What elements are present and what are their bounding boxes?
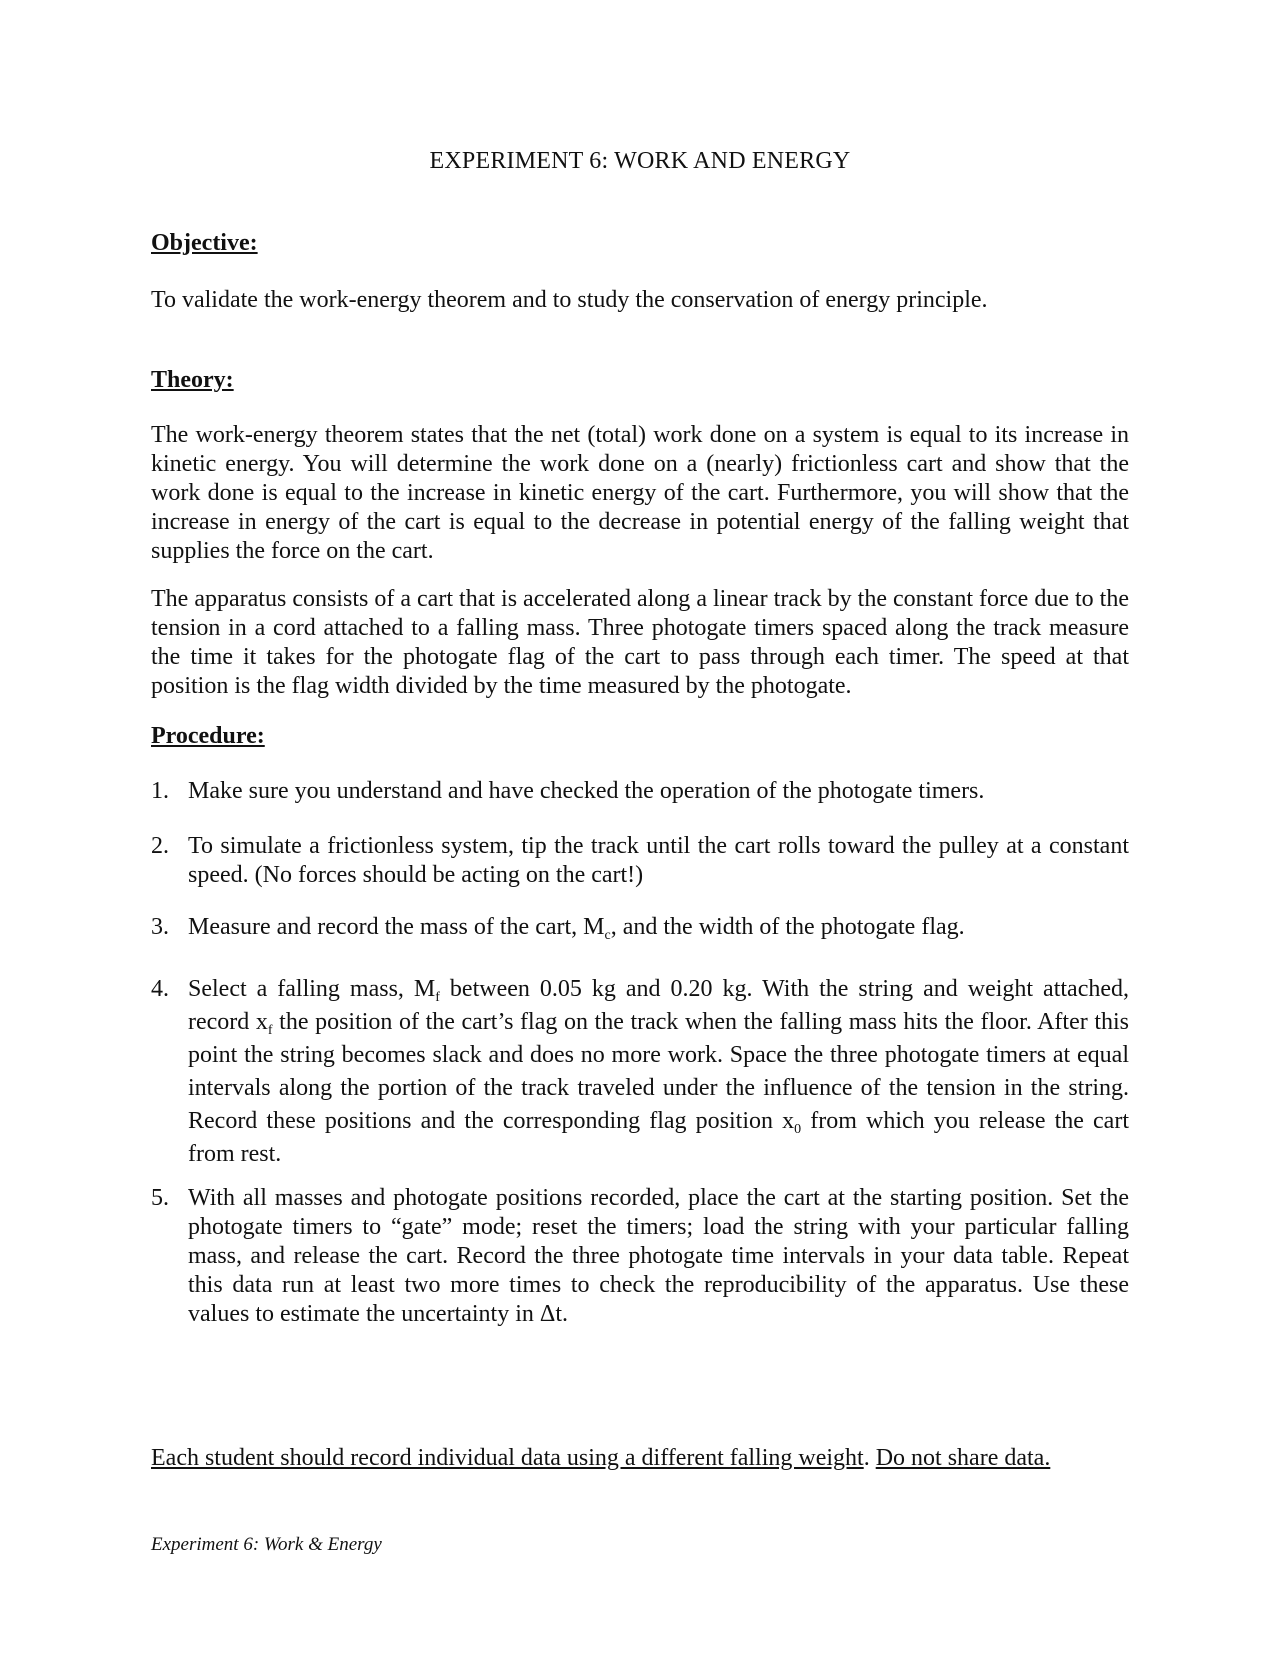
procedure-step: [151, 913, 1129, 942]
step-text: Measure and record the mass of the cart, $M_c$, and the width of the photogate flag.: [188, 914, 965, 943]
running-footer: Experiment 6: Work & Energy: [151, 1534, 382, 1555]
theory-paragraph-2: The apparatus consists of a cart that is accelerated along a linear track by the constant force due to the tension in a cord attached to a falling mass. Three photogate timers spaced along the track measure the time it takes for the photogate flag of the cart to pass through each timer. The speed at that position is the flag width divided by the time measured by the photogate.: [151, 586, 1129, 699]
step-text: Make sure you understand and have checked the operation of the photogate timers.: [188, 778, 985, 804]
step-number: 5.: [151, 1185, 169, 1211]
step-text: With all masses and photogate positions recorded, place the cart at the starting position. Set the photogate timers to “gate” mode; reset the timers; load the string with your particular falling mass, and release the cart. Record the three photogate time intervals in your data table. Repeat this data run at least two more times to check the reproducibility of the apparatus. Use these values to estimate the uncertainty in Δt.: [188, 1185, 1129, 1327]
step-number: 3.: [151, 914, 169, 940]
objective-text: To validate the work-energy theorem and to study the conservation of energy principle.: [151, 287, 988, 313]
procedure-step: [151, 777, 1129, 806]
theory-paragraph-1: The work-energy theorem states that the net (total) work done on a system is equal to its increase in kinetic energy. You will determine the work done on a (nearly) frictionless cart and show that the work done is equal to the increase in kinetic energy of the cart. Furthermore, you will show that the increase in energy of the cart is equal to the decrease in potential energy of the falling weight that supplies the force on the cart.: [151, 422, 1129, 564]
theory-heading: Theory:: [151, 367, 234, 393]
procedure-step: [151, 973, 1129, 1171]
step-number: 4.: [151, 976, 169, 1002]
step-text: Select a falling mass, $M_f$ between 0.05 kg and 0.20 kg. With the string and weight attached, record $x_f$ the position of the cart’s flag on the track when the falling mass hits the floor. After this point the string becomes slack and does no more work. Space the three photogate timers at equal intervals along the portion of the track traveled under the influence of the tension in the string. Record these positions and the corresponding flag position $x_0$ from which you release the cart from rest.: [188, 976, 1130, 1167]
procedure-step: [151, 1184, 1129, 1329]
page-title: EXPERIMENT 6: WORK AND ENERGY: [429, 148, 851, 174]
step-number: 2.: [151, 833, 169, 859]
procedure-heading: Procedure:: [151, 723, 265, 749]
procedure-step: [151, 832, 1129, 890]
step-number: 1.: [151, 778, 169, 804]
step-text: To simulate a frictionless system, tip the track until the cart rolls toward the pulley at a constant speed. (No forces should be acting on the cart!): [188, 833, 1129, 888]
objective-heading: Objective:: [151, 230, 258, 256]
data-sharing-note: Each student should record individual data using a different falling weight. Do not share data.: [151, 1445, 1051, 1471]
